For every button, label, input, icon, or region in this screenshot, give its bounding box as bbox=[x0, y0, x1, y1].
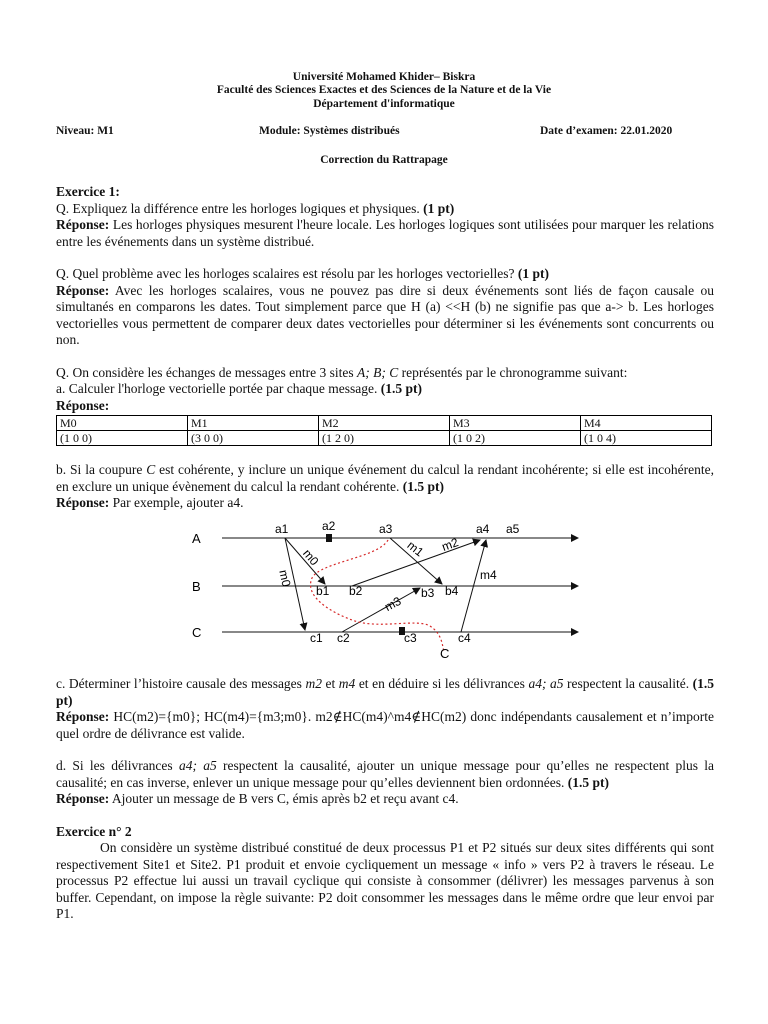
event-label: c4 bbox=[458, 631, 471, 645]
table-header-cell: M4 bbox=[581, 416, 712, 431]
table-cell: (1 2 0) bbox=[319, 431, 450, 446]
question-3c: c. Déterminer l’histoire causale des messages m2 et m4 et en déduire si les délivrances a4; a5 respectent la causalité. (1.5 pt) bbox=[56, 676, 715, 708]
answer-1: Réponse: Les horloges physiques mesurent l'heure locale. Les horloges logiques sont utilisées pour marquer les relations entre les événements dans un système distribué. bbox=[56, 217, 714, 249]
table-header-cell: M2 bbox=[319, 416, 450, 431]
event-label: c3 bbox=[404, 631, 417, 645]
question-3-intro: Q. On considère les échanges de messages entre 3 sites A; B; C représentés par le chronogramme suivant: bbox=[56, 364, 628, 380]
module: Module: Systèmes distribués bbox=[259, 125, 400, 137]
answer-3a-label: Réponse: bbox=[56, 397, 110, 413]
answer-3d: Réponse: Ajouter un message de B vers C, émis après b2 et reçu avant c4. bbox=[56, 791, 459, 806]
message-label: m1 bbox=[404, 538, 427, 560]
cut-label: C bbox=[440, 646, 450, 661]
event-label: a3 bbox=[379, 522, 393, 536]
level: Niveau: M1 bbox=[56, 125, 114, 137]
table-header-cell: M3 bbox=[450, 416, 581, 431]
message-clock-table bbox=[56, 415, 712, 446]
answer-3b: Réponse: Par exemple, ajouter a4. bbox=[56, 495, 244, 510]
process-label-b: B bbox=[192, 579, 201, 594]
message-label: m0 bbox=[300, 546, 322, 569]
message-label: m0 bbox=[276, 568, 294, 588]
event-label: c2 bbox=[337, 631, 350, 645]
faculty-name: Faculté des Sciences Exactes et des Sciences de la Nature et de la Vie bbox=[216, 84, 552, 96]
question-2: Q. Quel problème avec les horloges scalaires est résolu par les horloges vectorielles? (1 pt) bbox=[56, 266, 549, 281]
exercise-1-title: Exercice 1: bbox=[56, 184, 120, 199]
table-cell: (1 0 4) bbox=[581, 431, 712, 446]
event-label: b1 bbox=[316, 584, 330, 598]
table-header-row bbox=[57, 416, 712, 431]
exercise-1-continued bbox=[56, 676, 714, 923]
exam-date: Date d’examen: 22.01.2020 bbox=[540, 125, 673, 137]
event-marker bbox=[326, 534, 332, 542]
question-3d: d. Si les délivrances a4; a5 respectent la causalité, ajouter un unique message pour qu’elles ne respectent plus la causalité; en cas inverse, enlever un unique message pour qu’elles deviennent bien ordonnées. (1.5 pt) bbox=[56, 758, 715, 790]
table-header-cell: M0 bbox=[57, 416, 188, 431]
message-label: m4 bbox=[480, 568, 497, 582]
table-header-cell: M1 bbox=[188, 416, 319, 431]
exercise-1-section bbox=[56, 184, 714, 512]
process-label-a: A bbox=[192, 531, 201, 546]
department-name: Département d'informatique bbox=[313, 98, 455, 110]
event-label: b3 bbox=[421, 586, 435, 600]
event-label: a1 bbox=[275, 522, 289, 536]
document-title: Correction du Rattrapage bbox=[320, 154, 448, 166]
event-label: c1 bbox=[310, 631, 323, 645]
message-label: m3 bbox=[382, 593, 404, 615]
table-cell: (1 0 2) bbox=[450, 431, 581, 446]
event-label: a4 bbox=[476, 522, 490, 536]
event-label: a2 bbox=[322, 519, 336, 533]
exercise-2-title: Exercice n° 2 bbox=[56, 823, 132, 839]
process-label-c: C bbox=[192, 625, 202, 640]
answer-2: Réponse: Avec les horloges scalaires, vous ne pouvez pas dire si deux événements sont liés de façon causale ou simultanés en comparons les dates. Tout simplement parce que H (a) <<H (b) ne signifie pas que a-> b. Les horloges vectorielles vous permettent de comparer deux dates vectorielles pour déterminer si les événements sont concurrents ou non. bbox=[56, 282, 714, 347]
event-label: a5 bbox=[506, 522, 520, 536]
event-label: b2 bbox=[349, 584, 363, 598]
message-label: m2 bbox=[439, 535, 461, 554]
university-name: Université Mohamed Khider– Biskra bbox=[292, 71, 476, 83]
exercise-2-text: On considère un système distribué constitué de deux processus P1 et P2 situés sur deux sites différents qui sont respectivement Site1 et Site2. P1 produit et envoie cycliquement un message « info » vers P2 à travers le réseau. Le processus P2 effectue lui aussi un travail cyclique qui consiste à consommer (délivrer) les messages parvenus à son buffer. Cependant, on impose la règle suivante: P2 doit consommer les messages dans le même ordre que leur envoi par P1. bbox=[56, 840, 714, 921]
chronogram-diagram bbox=[180, 516, 600, 664]
question-3a: a. Calculer l'horloge vectorielle portée par chaque message. (1.5 pt) bbox=[56, 381, 423, 396]
answer-3c: Réponse: HC(m2)={m0}; HC(m4)={m3;m0}. m2∉HC(m4)^m4∉HC(m2) donc indépendants causalement et n’importe quel ordre de délivrance est valide. bbox=[56, 709, 714, 741]
table-cell: (1 0 0) bbox=[57, 431, 188, 446]
question-3b: b. Si la coupure C est cohérente, y inclure un unique événement du calcul la rendant incohérente; si elle est incohérente, en exclure un unique évènement du calcul la rendant cohérente. (1.5 pt) bbox=[56, 462, 714, 494]
table-cell: (3 0 0) bbox=[188, 431, 319, 446]
question-1: Q. Expliquez la différence entre les horloges logiques et physiques. (1 pt) bbox=[56, 200, 455, 216]
table-row bbox=[57, 431, 712, 446]
event-label: b4 bbox=[445, 584, 459, 598]
